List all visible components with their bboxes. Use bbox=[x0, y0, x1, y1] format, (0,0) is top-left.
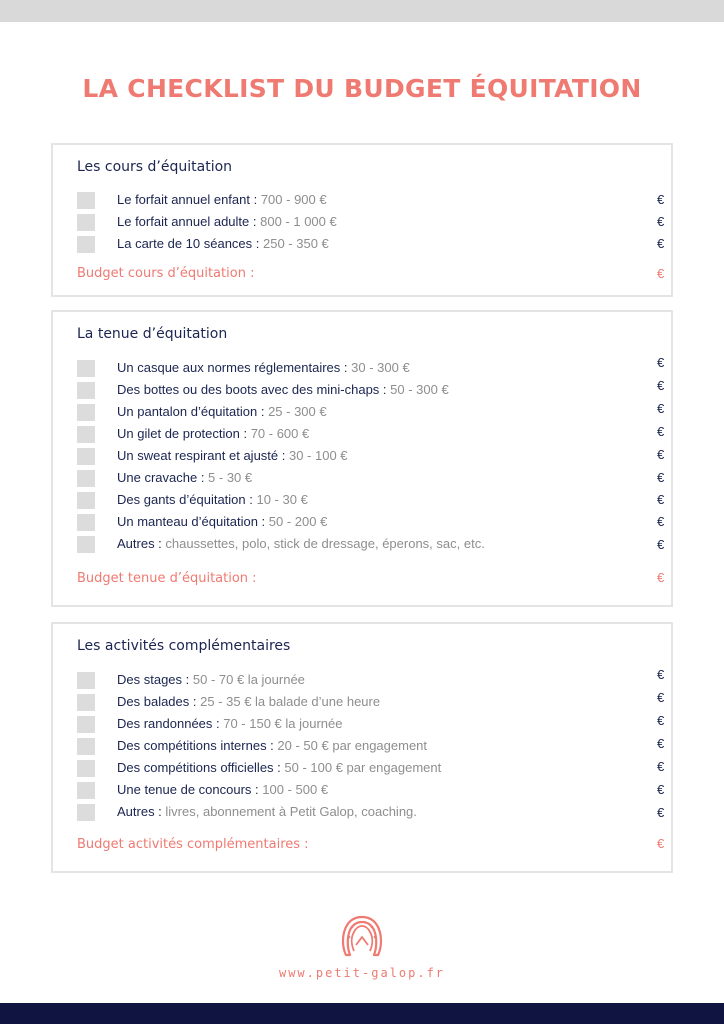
item-price: 50 - 200 € bbox=[265, 514, 328, 529]
budget-euro-field[interactable]: € bbox=[657, 836, 665, 851]
checkbox[interactable] bbox=[77, 738, 95, 755]
euro-field[interactable]: € bbox=[657, 537, 665, 552]
list-item bbox=[53, 234, 671, 256]
item-price: 20 - 50 € par engagement bbox=[273, 738, 428, 753]
horseshoe-icon bbox=[340, 913, 384, 961]
checkbox[interactable] bbox=[77, 514, 95, 531]
item-price: 5 - 30 € bbox=[204, 470, 253, 485]
item-label: Des gants d’équitation : bbox=[117, 492, 253, 507]
item-price: 800 - 1 000 € bbox=[256, 214, 337, 229]
euro-field[interactable]: € bbox=[657, 378, 665, 393]
euro-field[interactable]: € bbox=[657, 736, 665, 751]
budget-label: Budget activités complémentaires : bbox=[77, 837, 309, 852]
list-item bbox=[53, 534, 671, 556]
list-item bbox=[53, 736, 671, 758]
item-label: Le forfait annuel enfant : bbox=[117, 192, 258, 207]
euro-field[interactable]: € bbox=[657, 492, 665, 507]
item-price: 10 - 30 € bbox=[252, 492, 308, 507]
list-item bbox=[53, 468, 671, 490]
item-price: livres, abonnement à Petit Galop, coaching. bbox=[161, 804, 417, 819]
list-item bbox=[53, 424, 671, 446]
section-tenue bbox=[51, 310, 673, 607]
item-price: 30 - 300 € bbox=[347, 360, 410, 375]
euro-field[interactable]: € bbox=[657, 667, 665, 682]
item-label: Autres : bbox=[117, 804, 162, 819]
checkbox[interactable] bbox=[77, 782, 95, 799]
item-price: 50 - 300 € bbox=[386, 382, 449, 397]
euro-field[interactable]: € bbox=[657, 713, 665, 728]
item-label: Des bottes ou des boots avec des mini-chaps : bbox=[117, 382, 387, 397]
item-price: 100 - 500 € bbox=[258, 782, 329, 797]
item-price: 70 - 600 € bbox=[247, 426, 310, 441]
euro-field[interactable]: € bbox=[657, 514, 665, 529]
euro-field[interactable]: € bbox=[657, 447, 665, 462]
list-item bbox=[53, 512, 671, 534]
euro-field[interactable]: € bbox=[657, 782, 665, 797]
checkbox[interactable] bbox=[77, 448, 95, 465]
euro-field[interactable]: € bbox=[657, 355, 665, 370]
list-item bbox=[53, 402, 671, 424]
checkbox[interactable] bbox=[77, 382, 95, 399]
list-item bbox=[53, 692, 671, 714]
list-item bbox=[53, 490, 671, 512]
checkbox[interactable] bbox=[77, 470, 95, 487]
euro-field[interactable]: € bbox=[657, 424, 665, 439]
euro-field[interactable]: € bbox=[657, 214, 665, 229]
euro-field[interactable]: € bbox=[657, 470, 665, 485]
website-link[interactable]: www.petit-galop.fr bbox=[278, 966, 446, 980]
top-bar bbox=[0, 0, 724, 22]
list-item bbox=[53, 780, 671, 802]
budget-label: Budget cours d’équitation : bbox=[77, 266, 255, 281]
budget-euro-field[interactable]: € bbox=[657, 266, 665, 281]
list-item bbox=[53, 667, 671, 692]
euro-field[interactable]: € bbox=[657, 236, 665, 251]
checkbox[interactable] bbox=[77, 404, 95, 421]
checkbox[interactable] bbox=[77, 236, 95, 253]
budget-euro-field[interactable]: € bbox=[657, 570, 665, 585]
list-item bbox=[53, 190, 671, 212]
item-label: La carte de 10 séances : bbox=[117, 236, 260, 251]
checkbox[interactable] bbox=[77, 694, 95, 711]
checkbox[interactable] bbox=[77, 360, 95, 377]
item-price: 700 - 900 € bbox=[257, 192, 327, 207]
page-title: LA CHECKLIST DU BUDGET ÉQUITATION bbox=[82, 74, 642, 103]
item-label: Un casque aux normes réglementaires : bbox=[117, 360, 348, 375]
item-price: 50 - 100 € par engagement bbox=[280, 760, 442, 775]
item-label: Des compétitions internes : bbox=[117, 738, 274, 753]
list-item bbox=[53, 212, 671, 234]
euro-field[interactable]: € bbox=[657, 401, 665, 416]
section-activites bbox=[51, 622, 673, 873]
euro-field[interactable]: € bbox=[657, 192, 665, 207]
budget-label: Budget tenue d’équitation : bbox=[77, 571, 257, 586]
item-price: 250 - 350 € bbox=[259, 236, 329, 251]
checkbox[interactable] bbox=[77, 192, 95, 209]
item-label: Autres : bbox=[117, 536, 162, 551]
checkbox[interactable] bbox=[77, 426, 95, 443]
checkbox[interactable] bbox=[77, 804, 95, 821]
section-cours bbox=[51, 143, 673, 297]
item-label: Des stages : bbox=[117, 672, 190, 687]
checkbox[interactable] bbox=[77, 214, 95, 231]
checkbox[interactable] bbox=[77, 760, 95, 777]
item-price: 25 - 300 € bbox=[264, 404, 327, 419]
list-item bbox=[53, 380, 671, 402]
checkbox[interactable] bbox=[77, 536, 95, 553]
item-label: Une tenue de concours : bbox=[117, 782, 259, 797]
item-price: 50 - 70 € la journée bbox=[189, 672, 305, 687]
item-price: 25 - 35 € la balade d’une heure bbox=[196, 694, 381, 709]
item-label: Un gilet de protection : bbox=[117, 426, 248, 441]
list-item bbox=[53, 714, 671, 736]
item-label: Une cravache : bbox=[117, 470, 205, 485]
list-item bbox=[53, 446, 671, 468]
item-label: Un sweat respirant et ajusté : bbox=[117, 448, 286, 463]
euro-field[interactable]: € bbox=[657, 759, 665, 774]
list-item bbox=[53, 355, 671, 380]
item-label: Le forfait annuel adulte : bbox=[117, 214, 257, 229]
item-price: chaussettes, polo, stick de dressage, éperons, sac, etc. bbox=[161, 536, 485, 551]
bottom-bar bbox=[0, 1003, 724, 1024]
item-label: Des randonnées : bbox=[117, 716, 220, 731]
euro-field[interactable]: € bbox=[657, 690, 665, 705]
item-price: 30 - 100 € bbox=[285, 448, 348, 463]
section-heading: Les cours d’équitation bbox=[77, 159, 233, 175]
checkbox[interactable] bbox=[77, 492, 95, 509]
list-item bbox=[53, 802, 671, 824]
section-heading: Les activités complémentaires bbox=[77, 638, 291, 654]
item-label: Des compétitions officielles : bbox=[117, 760, 281, 775]
list-item bbox=[53, 758, 671, 780]
item-label: Un manteau d’équitation : bbox=[117, 514, 266, 529]
item-price: 70 - 150 € la journée bbox=[219, 716, 343, 731]
section-heading: La tenue d’équitation bbox=[77, 326, 228, 342]
checkbox[interactable] bbox=[77, 672, 95, 689]
euro-field[interactable]: € bbox=[657, 805, 665, 820]
checkbox[interactable] bbox=[77, 716, 95, 733]
item-label: Un pantalon d’équitation : bbox=[117, 404, 265, 419]
item-label: Des balades : bbox=[117, 694, 197, 709]
